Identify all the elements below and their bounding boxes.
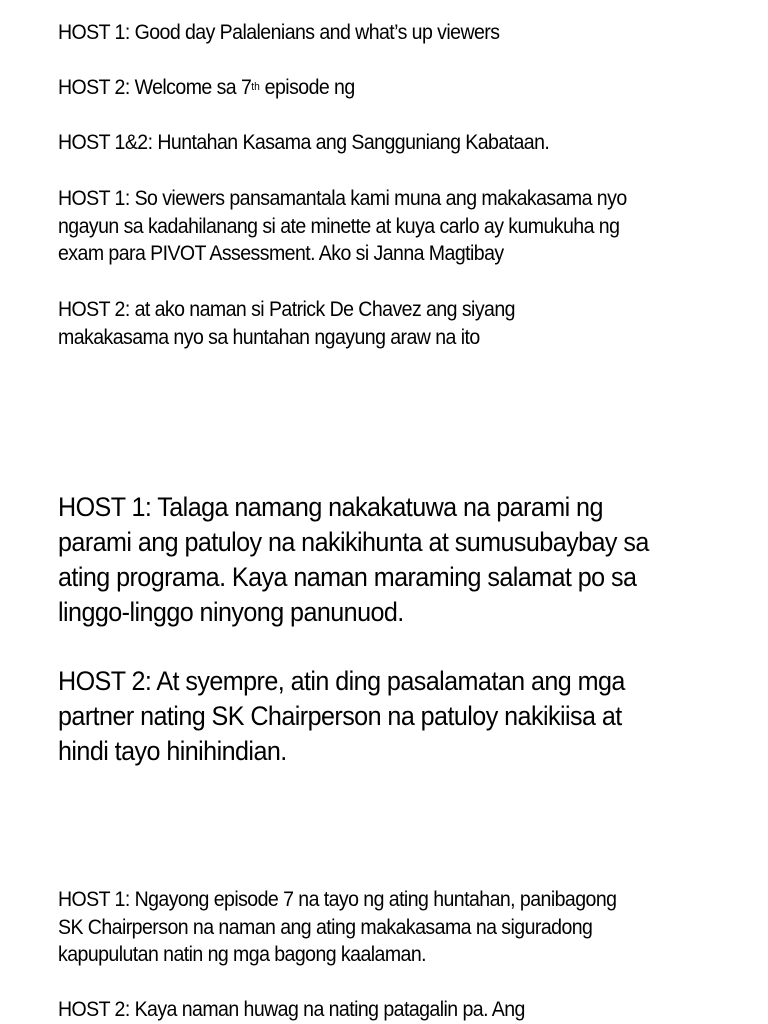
text-line: ngayun sa kadahilanang si ate minette at kuya carlo ay kumukuha ng: [58, 214, 620, 238]
text-line: HOST 1: Good day Palalenians and what’s up viewers: [58, 21, 500, 44]
text-line: makakasama nyo sa huntahan ngayung araw na ito: [58, 325, 480, 349]
dialogue-host1-greeting: [58, 19, 499, 47]
dialogue-host2-thanks-partners: [58, 664, 625, 769]
text-line: exam para PIVOT Assessment. Ako si Janna Magtibay: [58, 242, 504, 265]
text-line: partner nating SK Chairperson na patuloy nakikiisa at: [58, 701, 622, 731]
text-line: parami ang patuloy na nakikihunta at sumusubaybay sa: [58, 527, 649, 557]
ordinal-superscript: th: [251, 81, 260, 93]
text-line: HOST 2: At syempre, atin ding pasalamatan ang mga: [58, 666, 625, 696]
text-line: linggo-linggo ninyong panunuod.: [58, 597, 404, 627]
dialogue-host1-thanks-viewers: [58, 490, 649, 630]
text-line: kapupulutan natin ng mga bagong kaalaman.: [58, 943, 427, 966]
dialogue-host2-welcome: [58, 74, 355, 102]
dialogue-host1-introduction: [58, 185, 627, 268]
text-line: SK Chairperson na naman ang ating makakasama na siguradong: [58, 915, 593, 939]
text-line: HOST 1: Ngayong episode 7 na tayo ng ating huntahan, panibagong: [58, 888, 617, 911]
dialogue-hosts-show-title: [58, 129, 549, 157]
text-line: HOST 1: So viewers pansamantala kami muna ang makakasama nyo: [58, 187, 627, 210]
text-run: HOST 2: Welcome sa 7: [58, 76, 252, 99]
text-line: HOST 2: at ako naman si Patrick De Chavez ang siyang: [58, 298, 515, 321]
text-line: HOST 2: Kaya naman huwag na nating patagalin pa. Ang: [58, 998, 525, 1021]
text-line: HOST 1: Talaga namang nakakatuwa na parami ng: [58, 492, 603, 522]
text-line: ating programa. Kaya naman maraming salamat po sa: [58, 562, 637, 592]
dialogue-host1-episode7: [58, 886, 616, 969]
dialogue-host2-introduction: [58, 296, 515, 351]
dialogue-host2-lets-start: [58, 996, 525, 1024]
text-line: HOST 1&2: Huntahan Kasama ang Sangguniang Kabataan.: [58, 131, 550, 154]
text-run: episode ng: [259, 76, 355, 99]
text-line: hindi tayo hinihindian.: [58, 736, 287, 766]
text-line: [58, 74, 355, 102]
